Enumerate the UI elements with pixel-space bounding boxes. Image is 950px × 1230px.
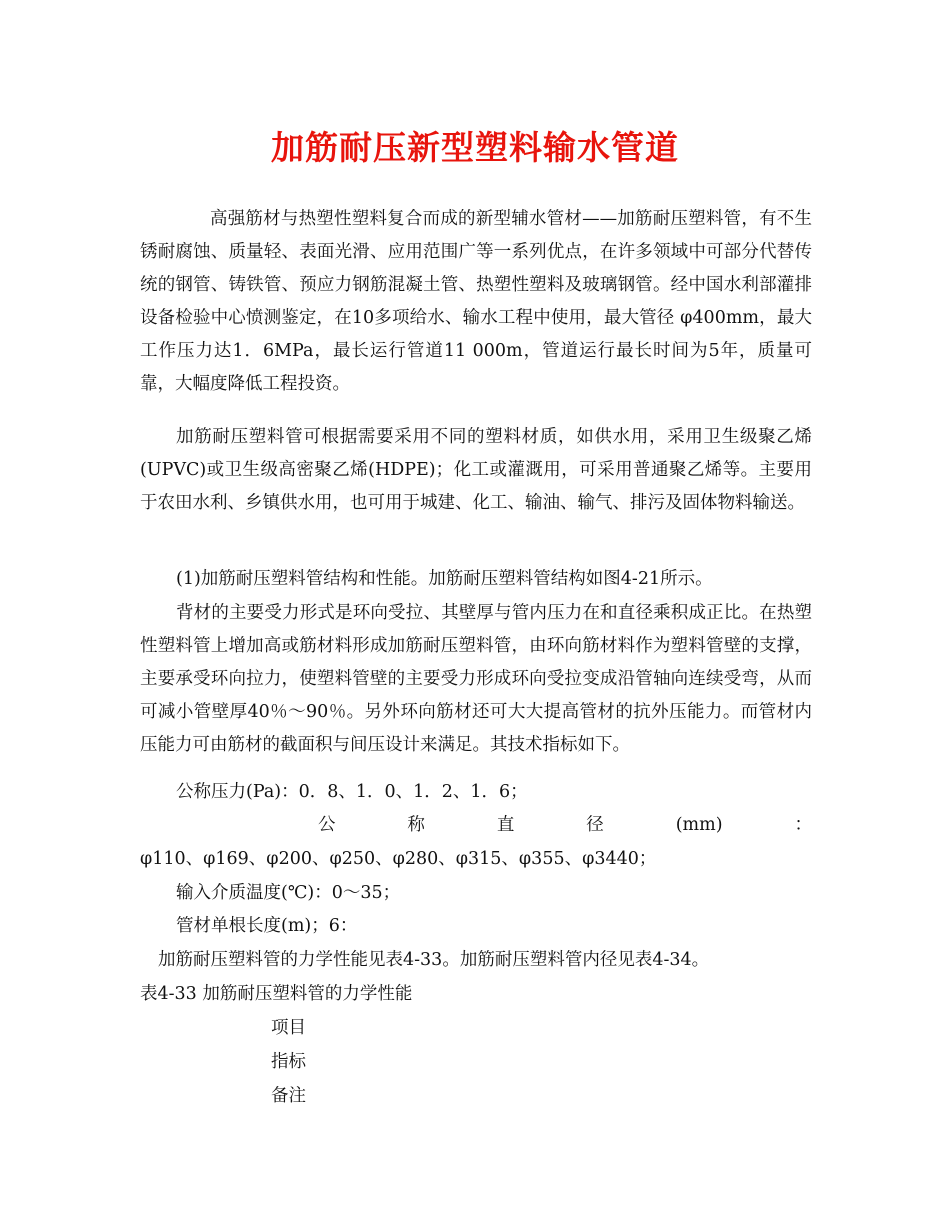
spec-length: 管材单根长度(m)；6： [176,916,358,936]
table-header-item: 项目 [271,1018,306,1038]
table-header-indicator: 指标 [271,1052,306,1072]
paragraph-mechanics: 背材的主要受力形式是环向受拉、其壁厚与管内压力在和直径乘积成正比。在热塑性塑料管上增加高或筋材料形成加筋耐压塑料管，由环向筋材料作为塑料管壁的支撑，主要承受环向拉力，使塑料管壁的主要受力形成环向受拉变成沿管轴向连续受弯，从而可减小管壁厚40％～90％。另外环向筋材还可大大提高管材的抗外压能力。而管材内压能力可由筋材的截面积与间压设计来满足。其技术指标如下。 [140,603,812,755]
diameter-label-unit: (mm) [675,815,723,835]
table-reference: 加筋耐压塑料管的力学性能见表4-33。加筋耐压塑料管内径见表4-34。 [158,950,710,970]
diameter-label-char: 称 [407,815,425,835]
document-title: 加筋耐压新型塑料输水管道 [271,128,679,167]
table-caption: 表4-33 加筋耐压塑料管的力学性能 [140,984,413,1004]
spec-diameter-label [140,809,812,842]
spec-temperature: 输入介质温度(℃)：0～35； [176,883,401,903]
spec-pressure: 公称压力(Pa)：0．8、1．0、1．2、1．6； [176,782,528,802]
diameter-label-colon: ： [794,815,812,835]
diameter-label-char: 公 [318,815,336,835]
table-header-note: 备注 [271,1086,306,1106]
paragraph-structure-heading: (1)加筋耐压塑料管结构和性能。加筋耐压塑料管结构如图4-21所示。 [176,569,713,589]
paragraph-intro: 高强筋材与热塑性塑料复合而成的新型辅水管材——加筋耐压塑料管，有不生锈耐腐蚀、质量轻、表面光滑、应用范围广等一系列优点，在许多领域中可部分代替传统的钢管、铸铁管、预应力钢筋混凝土管、热塑性塑料及玻璃钢管。经中国水利部灌排设备检验中心愤测鉴定，在10多项给水、输水工程中使用，最大管径 φ400mm，最大工作压力达1．6MPa，最长运行管道11 000m，管道运行最长时间为5年，质量可靠，大幅度降低工程投资。 [140,209,812,394]
spec-diameter-values: φ110、φ169、φ200、φ250、φ280、φ315、φ355、φ3440； [140,849,657,869]
diameter-label-char: 直 [496,815,515,835]
paragraph-materials: 加筋耐压塑料管可根据需要采用不同的塑料材质，如供水用，采用卫生级聚乙烯(UPVC)或卫生级高密聚乙烯(HDPE)；化工或灌溉用，可采用普通聚乙烯等。主要用于农田水利、乡镇供水用，也可用于城建、化工、输油、输气、排污及固体物料输送。 [140,427,812,513]
diameter-label-char: 径 [586,815,604,835]
